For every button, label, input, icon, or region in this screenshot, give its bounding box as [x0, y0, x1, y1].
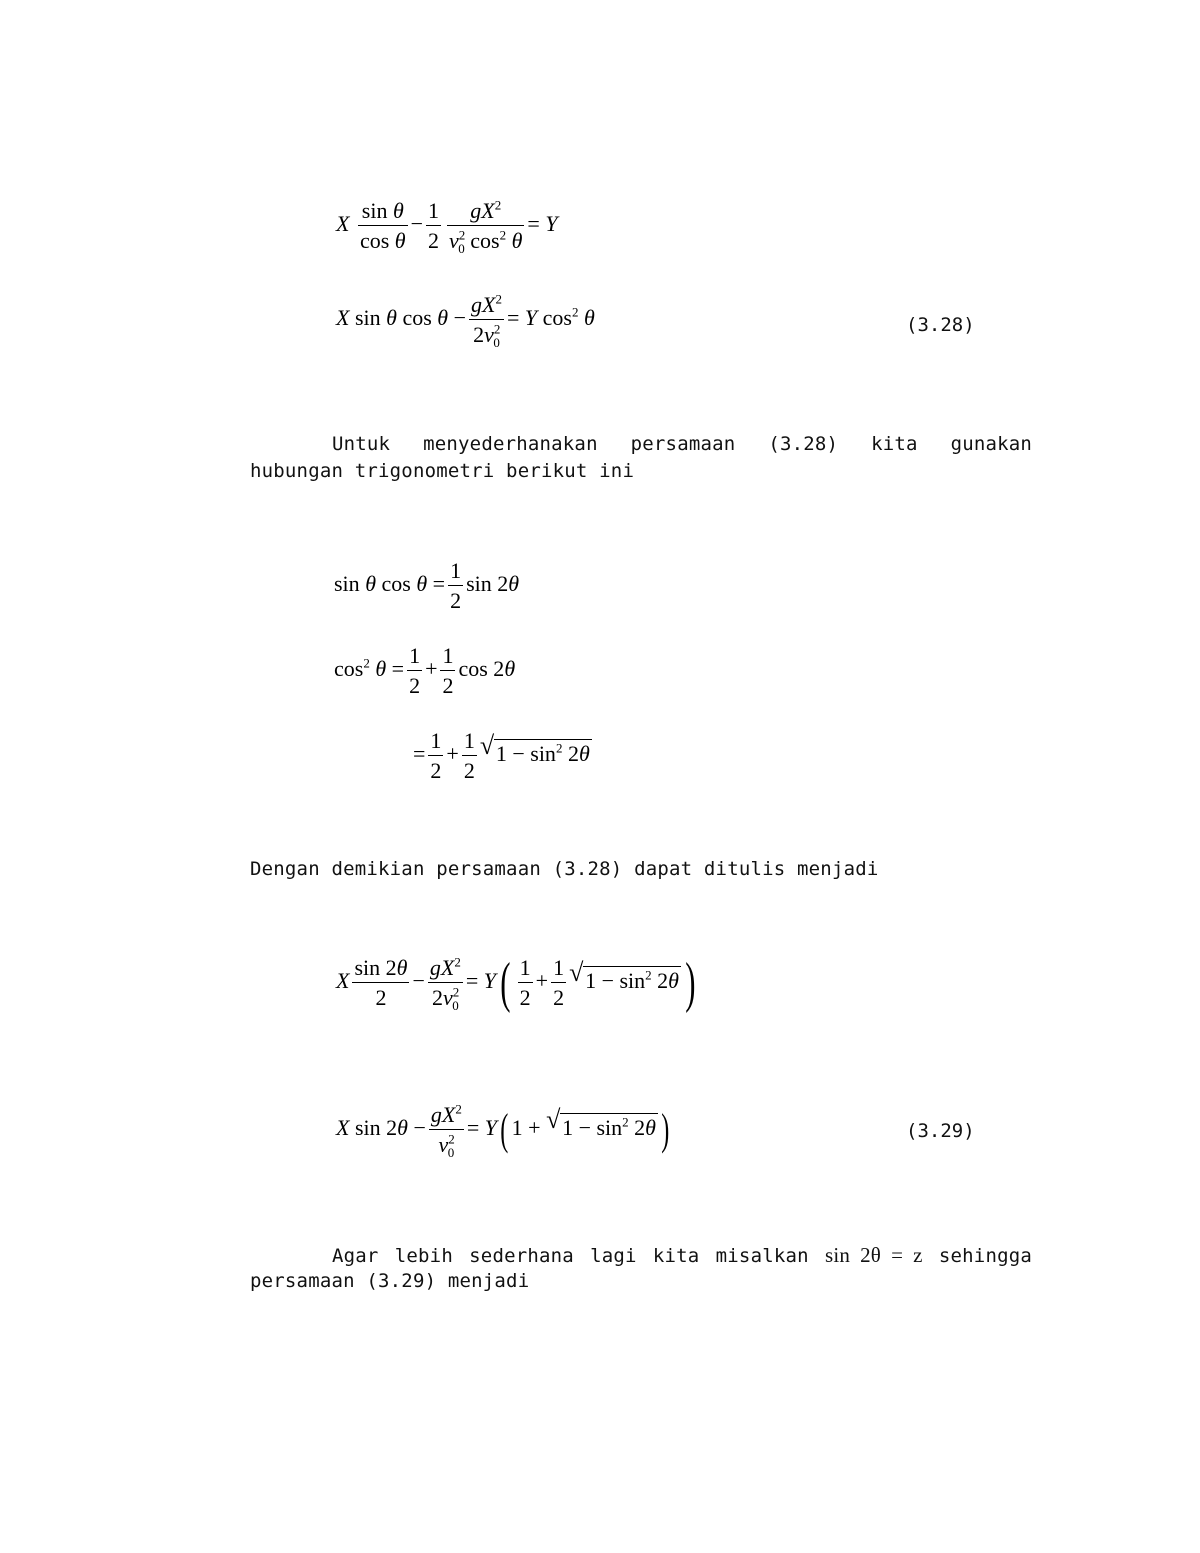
paragraph-3-text-after: sehingga: [938, 1245, 1033, 1267]
paragraph-2: Dengan demikian persamaan (3.28) dapat ditulis menjadi: [250, 858, 879, 880]
equation-substituted: X $\frac{\sin 2\theta}{2}$ − $\frac{gX^2}{2v^2_0}$ = Y( $\frac{1}{2}$ + $\frac{1}{2}$ √ $1 - \sin^2 2\theta$ ): [336, 952, 696, 1014]
paragraph-3-text-before: Agar lebih sederhana lagi kita misalkan: [332, 1245, 809, 1267]
inline-math-sin2theta-z: sin 2θ = z: [824, 1243, 923, 1267]
paragraph-1-line-1: [332, 433, 1032, 455]
paragraph-1-line-2: hubungan trigonometri berikut ini: [250, 460, 635, 482]
word: persamaan: [630, 433, 736, 455]
paragraph-3-line-2: persamaan (3.29) menjadi: [250, 1270, 530, 1292]
word: (3.28): [768, 433, 839, 455]
word: gunakan: [950, 433, 1033, 455]
identity-sin-cos: sin θ cos θ = $\frac{1}{2}$ sin 2θ: [334, 558, 520, 613]
equation-3-29: X sin 2θ − $\frac{gX^2}{v^2_0}$ = Y( 1 + √ $1 - \sin^2 2\theta$ ): [336, 1101, 670, 1161]
equation-number-3-28: (3.28): [906, 314, 975, 336]
identity-cos-squared: $\cos^2 \theta$ = $\frac{1}{2}$ + $\frac{1}{2}$ cos 2θ: [334, 643, 516, 698]
equation-3-28: X sin θ cos θ − $\frac{gX^2}{2v^2_0}$ = Y $\cos^2 \theta$: [336, 291, 595, 351]
word: menyederhanakan: [423, 433, 598, 455]
equation-trajectory-1: X $\frac{\text{sin θ}}{\text{cos θ}}$ − $\frac{1}{2}$ $\frac{gX^2}{v^2_0 \cos^2 \theta}$ = Y: [336, 197, 558, 257]
equation-number-3-29: (3.29): [906, 1120, 975, 1142]
word: kita: [871, 433, 918, 455]
paragraph-3-line-1: [332, 1243, 1032, 1268]
word: Untuk: [332, 433, 391, 455]
identity-cos-squared-sqrt: = $\frac{1}{2}$ + $\frac{1}{2}$ √ $1 - \sin^2 2\theta$: [413, 728, 590, 783]
